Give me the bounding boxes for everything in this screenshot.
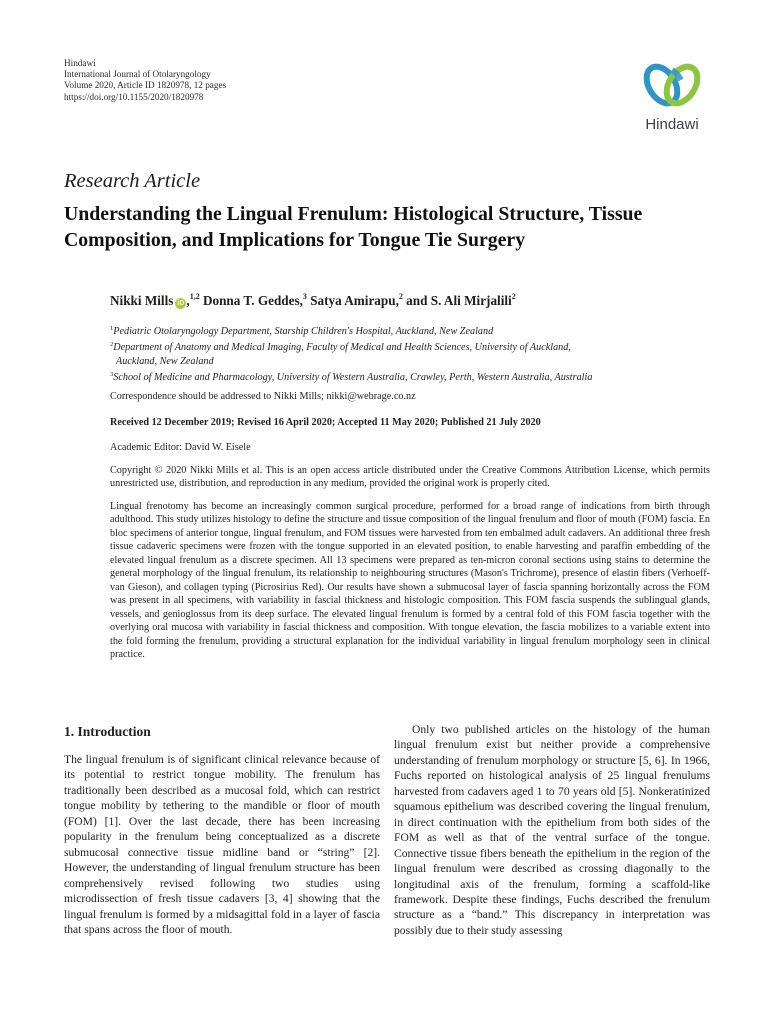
affiliations <box>110 322 710 385</box>
body-column-right <box>394 722 710 938</box>
affiliation-text: Pediatric Otolaryngology Department, Starship Children's Hospital, Auckland, New Zealand <box>113 326 494 337</box>
author-name: Nikki Mills <box>110 293 174 308</box>
doi-link[interactable]: https://doi.org/10.1155/2020/1820978 <box>64 91 204 102</box>
publisher-name: Hindawi <box>64 58 96 68</box>
affiliation-continuation: Auckland, New Zealand <box>116 355 214 367</box>
publication-dates: Received 12 December 2019; Revised 16 April 2020; Accepted 11 May 2020; Published 21 July 2020 <box>110 417 541 428</box>
copyright-notice: Copyright © 2020 Nikki Mills et al. This is an open access article distributed under the Creative Commons Attribution License, which permits unrestricted use, distribution, and reproduction in any medium, provided the original work is properly cited. <box>110 465 710 490</box>
author-affiliation-marker: 1,2 <box>189 292 200 301</box>
academic-editor: Academic Editor: David W. Eisele <box>110 442 251 453</box>
correspondence: Correspondence should be addressed to Nikki Mills; nikki@webrage.co.nz <box>110 391 416 402</box>
affiliation-marker: 3 <box>110 371 114 379</box>
affiliation-text: Department of Anatomy and Medical Imaging, Faculty of Medical and Health Sciences, University of Auckland, <box>113 342 571 354</box>
author-affiliation-marker: 2 <box>511 292 516 301</box>
article-title: Understanding the Lingual Frenulum: Histological Structure, Tissue Composition, and Implications for Tongue Tie Surgery <box>64 203 643 251</box>
affiliation-marker: 2 <box>110 341 114 349</box>
author-name: Satya Amirapu <box>310 293 396 308</box>
hindawi-logo-icon <box>636 58 708 112</box>
affiliation-text: School of Medicine and Pharmacology, University of Western Australia, Crawley, Perth, Western Australia, Australia <box>113 372 593 384</box>
journal-name: International Journal of Otolaryngology <box>64 69 211 80</box>
article-type: Research Article <box>64 170 201 192</box>
abstract: Lingual frenotomy has become an increasingly common surgical procedure, performed for a broad range of indications from birth through adulthood. This study utilizes histology to define the structure and tissue composition of the lingual frenulum and floor of mouth (FOM) fascia. En bloc specimens of anterior tongue, lingual frenulum, and FOM tissues were harvested from ten embalmed adult cadavers. An additional three fresh tissue cadaveric specimens were frozen with the tongue supported in an elevated position, to enable harvesting and paraffin embedding of the elevated lingual frenulum as a discrete specimen. All 13 specimens were prepared as ten-micron coronal sections using stains to determine the general morphology of the lingual frenulum, its relationship to neighbouring structures (Mason's Trichrome), presence of elastin fibers (Verhoeff-van Gieson), and collagen typing (Picrosirius Red). Our results have shown a submucosal layer of fascia spanning horizontally across the FOM was present in all specimens, with variability in fascial thickness and histologic composition. This FOM fascia suspends the sublingual glands, vessels, and genioglossus from its deep surface. The elevated lingual frenulum is formed by a central fold of this FOM fascia together with the overlying oral mucosa with variability in fascial thickness and composition. With tongue elevation, the fascia mobilizes to a variable extent into the fold forming the frenulum, providing a structural explanation for the individual variability in lingual frenulum morphology seen in clinical practice. <box>110 501 710 660</box>
affiliation-item <box>110 338 710 354</box>
author-name: Donna T. Geddes <box>202 293 300 308</box>
volume-info: Volume 2020, Article ID 1820978, 12 pages <box>64 80 227 91</box>
affiliation-marker: 1 <box>110 325 114 332</box>
affiliation-item <box>110 368 710 384</box>
orcid-icon[interactable]: iD <box>177 300 185 307</box>
body-column-left <box>64 752 380 937</box>
author-list: Nikki Mills iD ,$^{1,2}$ Donna T. Geddes,$^3$ Satya Amirapu,$^2$ and S. Ali Mirjalili$^2$ <box>110 292 516 308</box>
author-affiliation-marker: 2 <box>398 292 403 301</box>
hindawi-logo <box>636 58 708 142</box>
author-name: S. Ali Mirjalili <box>430 293 512 308</box>
affiliation-item <box>110 322 710 338</box>
journal-metadata <box>64 58 226 103</box>
body-paragraph: The lingual frenulum is of significant clinical relevance because of its potential to restrict tongue mobility. The frenulum has traditionally been described as a mucosal fold, which can restrict tongue mobility by tethering to the mandible or floor of mouth (FOM) [1]. Over the last decade, there has been increasing popularity in the frenulum being conceptualized as a discrete submucosal connective tissue midline band or “string” [2]. However, the understanding of lingual frenulum structure has been comprehensively revised following two studies using microdissection of fresh tissue cadavers [3, 4] showing that the lingual frenulum is formed by a midsagittal fold in a layer of fascia that spans across the floor of mouth. <box>64 753 380 936</box>
author-affiliation-marker: 3 <box>302 292 307 301</box>
hindawi-logo-text: Hindawi <box>645 116 699 133</box>
section-heading: 1. Introduction <box>64 724 151 739</box>
body-paragraph: Only two published articles on the histology of the human lingual frenulum exist but neither provide a comprehensive understanding of frenulum morphology or structure [5, 6]. In 1966, Fuchs reported on histological analysis of 25 lingual frenulums harvested from cadavers aged 1 to 70 years old [5]. Nonkeratinized squamous epithelium was described covering the lingual frenulum, in direct continuation with the epithelium from both sides of the FOM as well as that of the ventral surface of the tongue. Connective tissue fibers beneath the epithelium in the region of the lingual frenulum were described as crossing diagonally to the longitudinal axis of the frenulum, forming a scaffold-like framework. Despite these findings, Fuchs described the frenulum structure as a “band.” This discrepancy in interpretation was possibly due to their study assessing <box>394 723 710 937</box>
